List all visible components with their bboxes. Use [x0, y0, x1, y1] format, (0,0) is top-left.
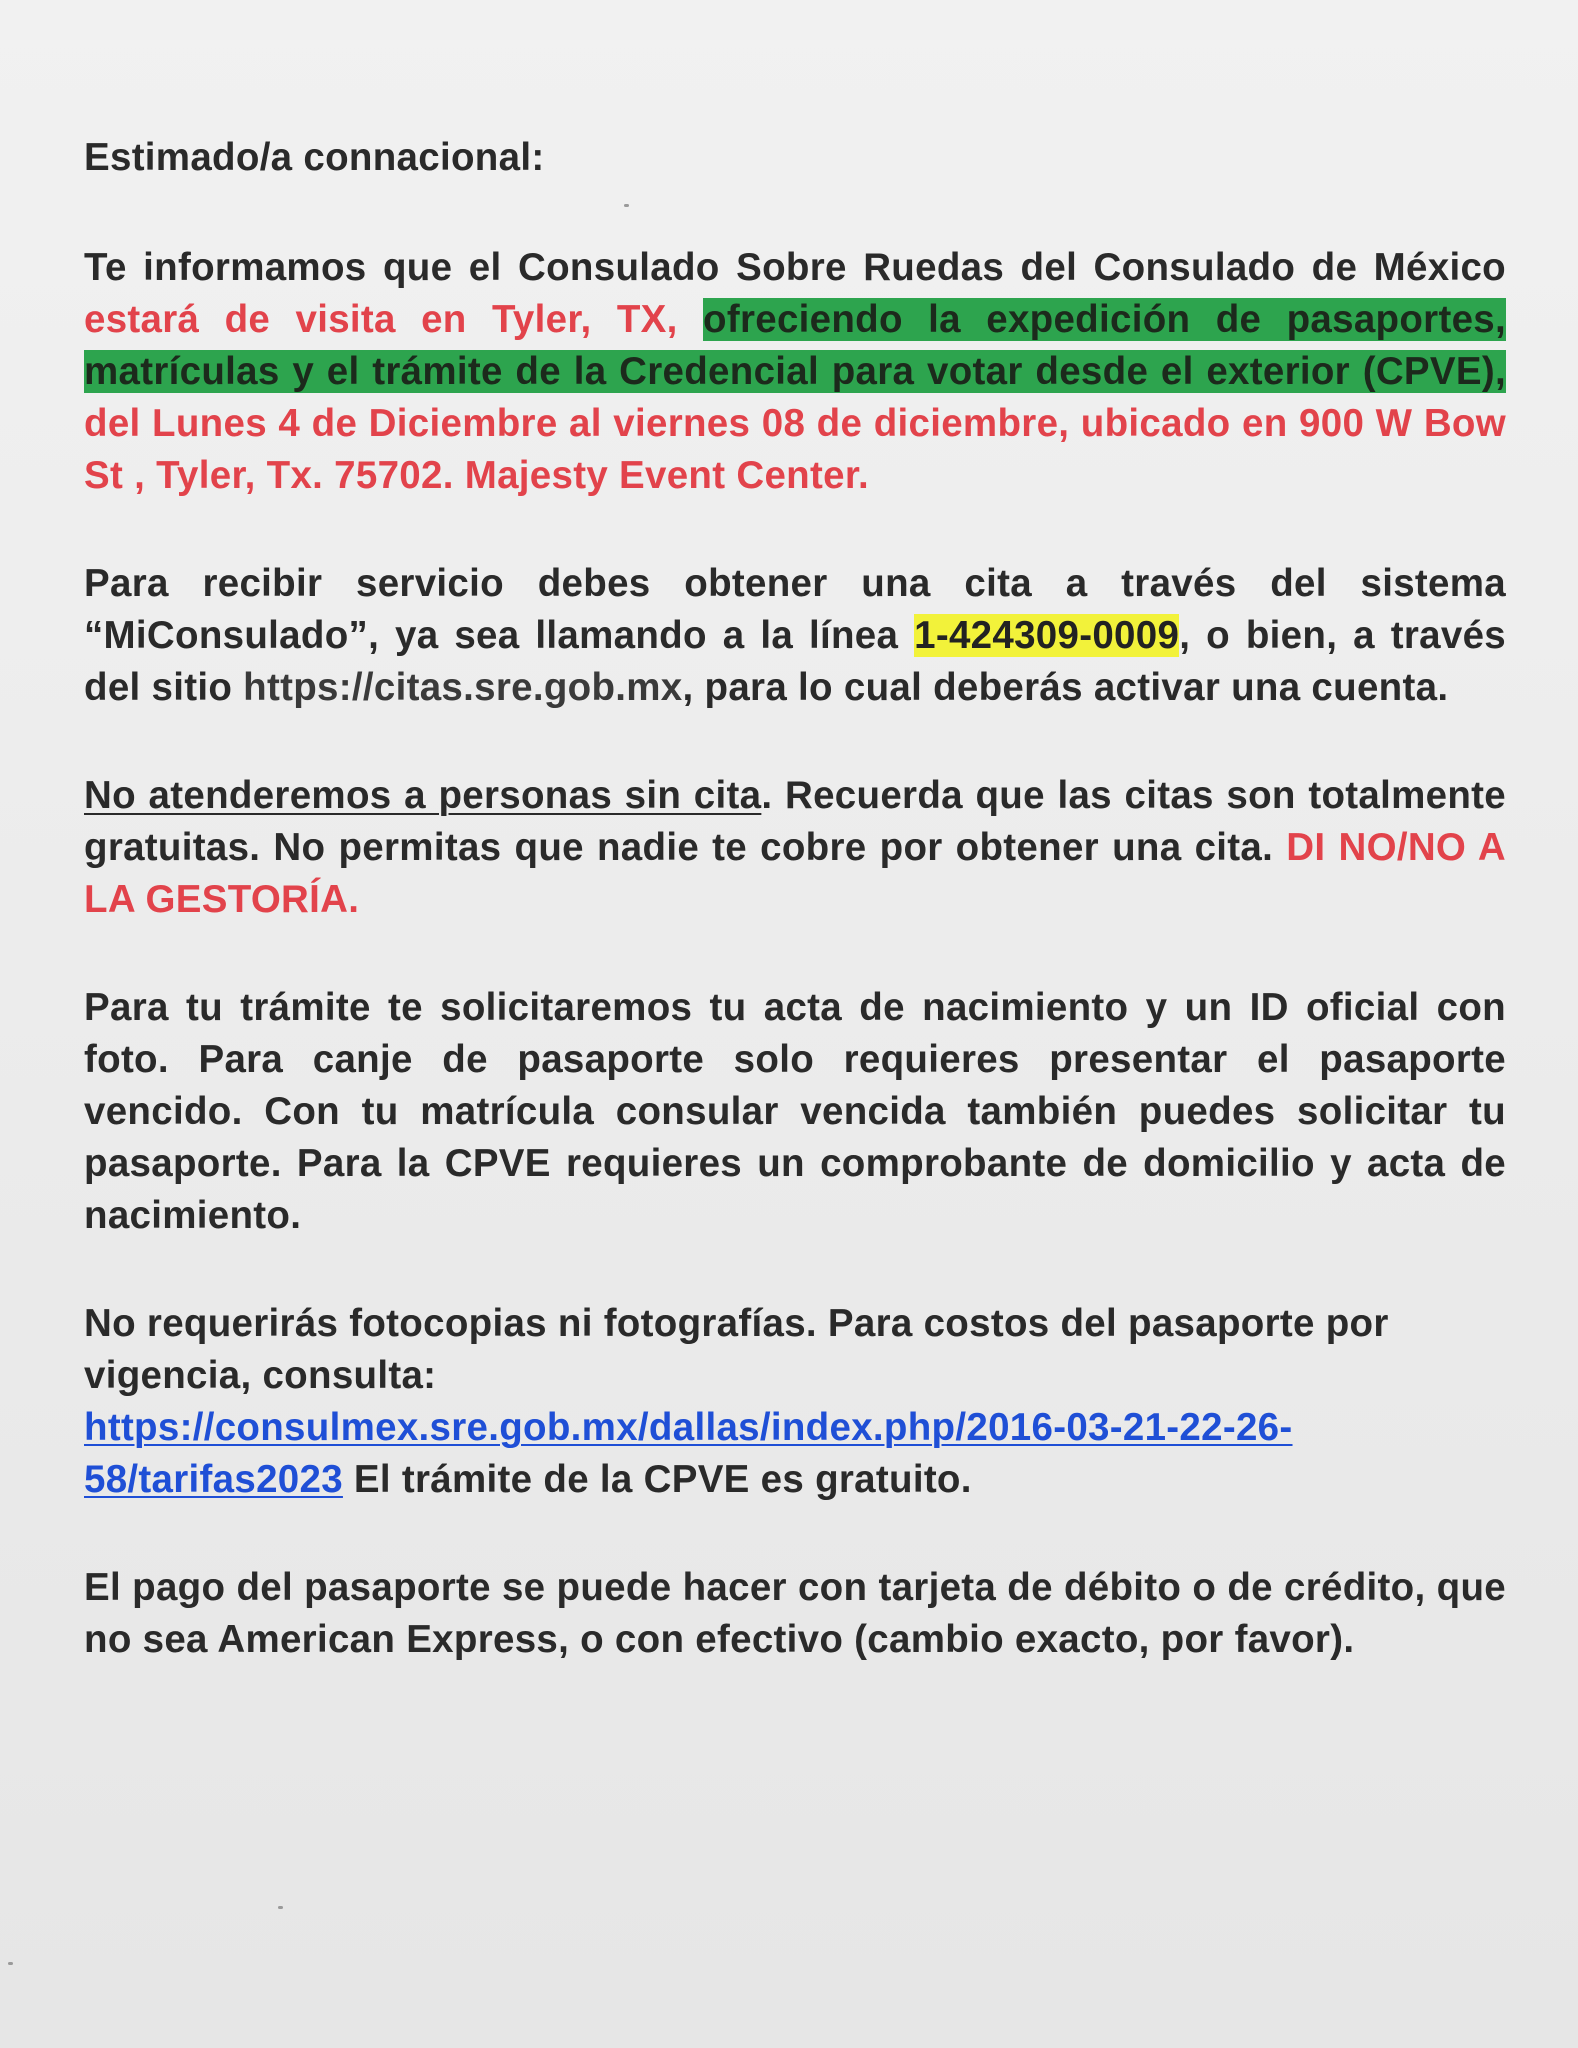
paragraph-visit-announcement	[84, 242, 1506, 502]
visit-location-text: estará de visita en Tyler, TX,	[84, 298, 704, 341]
tarifas-link-part2[interactable]: 58/tarifas2023	[84, 1458, 343, 1501]
costs-intro-text: No requerirás fotocopias ni fotografías. Para costos del pasaporte por vigencia, consulta:	[84, 1302, 1389, 1397]
paragraph-payment: El pago del pasaporte se puede hacer con tarjeta de débito o de crédito, que no sea American Express, o con efectivo (cambio exacto, por favor).	[84, 1566, 1506, 1661]
paper-speck	[8, 1962, 13, 1965]
tarifas-link-part1[interactable]: https://consulmex.sre.gob.mx/dallas/index.php/2016-03-21-22-26-	[84, 1406, 1293, 1449]
appointment-site-url: https://citas.sre.gob.mx	[243, 666, 683, 709]
letter-body	[84, 132, 1506, 1722]
visit-intro-text: Te informamos que el Consulado Sobre Ruedas del Consulado de México	[84, 246, 1506, 289]
appointment-intro-text: Para recibir servicio debes obtener una cita a través del sistema “MiConsulado”, ya sea llamando a la línea	[84, 562, 1506, 657]
no-walkins-underlined: No atenderemos a personas sin cita	[84, 774, 762, 817]
paragraph-no-walkins	[84, 770, 1506, 926]
services-highlight: ofreciendo la expedición de pasaportes, matrículas y el trámite de la Credencial para votar desde el exterior (CPVE),	[84, 298, 1506, 393]
paper-speck	[624, 204, 629, 207]
phone-number-highlight: 1-424309-0009	[914, 614, 1180, 657]
appointment-middle-text: , o bien, a través del sitio	[84, 614, 1506, 709]
paper-speck	[278, 1906, 283, 1909]
free-appointments-text: . Recuerda que las citas son totalmente gratuitas. No permitas que nadie te cobre por obtener una cita.	[84, 774, 1506, 869]
visit-dates-address-text: del Lunes 4 de Diciembre al viernes 08 de diciembre, ubicado en 900 W Bow St , Tyler, Tx. 75702. Majesty Event Center.	[84, 402, 1506, 497]
paragraph-appointment	[84, 558, 1506, 714]
paragraph-requirements: Para tu trámite te solicitaremos tu acta de nacimiento y un ID oficial con foto. Para canje de pasaporte solo requieres presentar el pasaporte vencido. Con tu matrícula consular vencida también puedes solicitar tu pasaporte. Para la CPVE requieres un comprobante de domicilio y acta de nacimiento.	[84, 986, 1506, 1237]
salutation: Estimado/a connacional:	[84, 136, 545, 179]
paragraph-costs	[84, 1298, 1506, 1506]
appointment-end-text: , para lo cual deberás activar una cuenta.	[682, 666, 1449, 709]
cpve-free-text: El trámite de la CPVE es gratuito.	[342, 1458, 972, 1501]
no-gestoria-warning: DI NO/NO A LA GESTORÍA.	[84, 826, 1506, 921]
